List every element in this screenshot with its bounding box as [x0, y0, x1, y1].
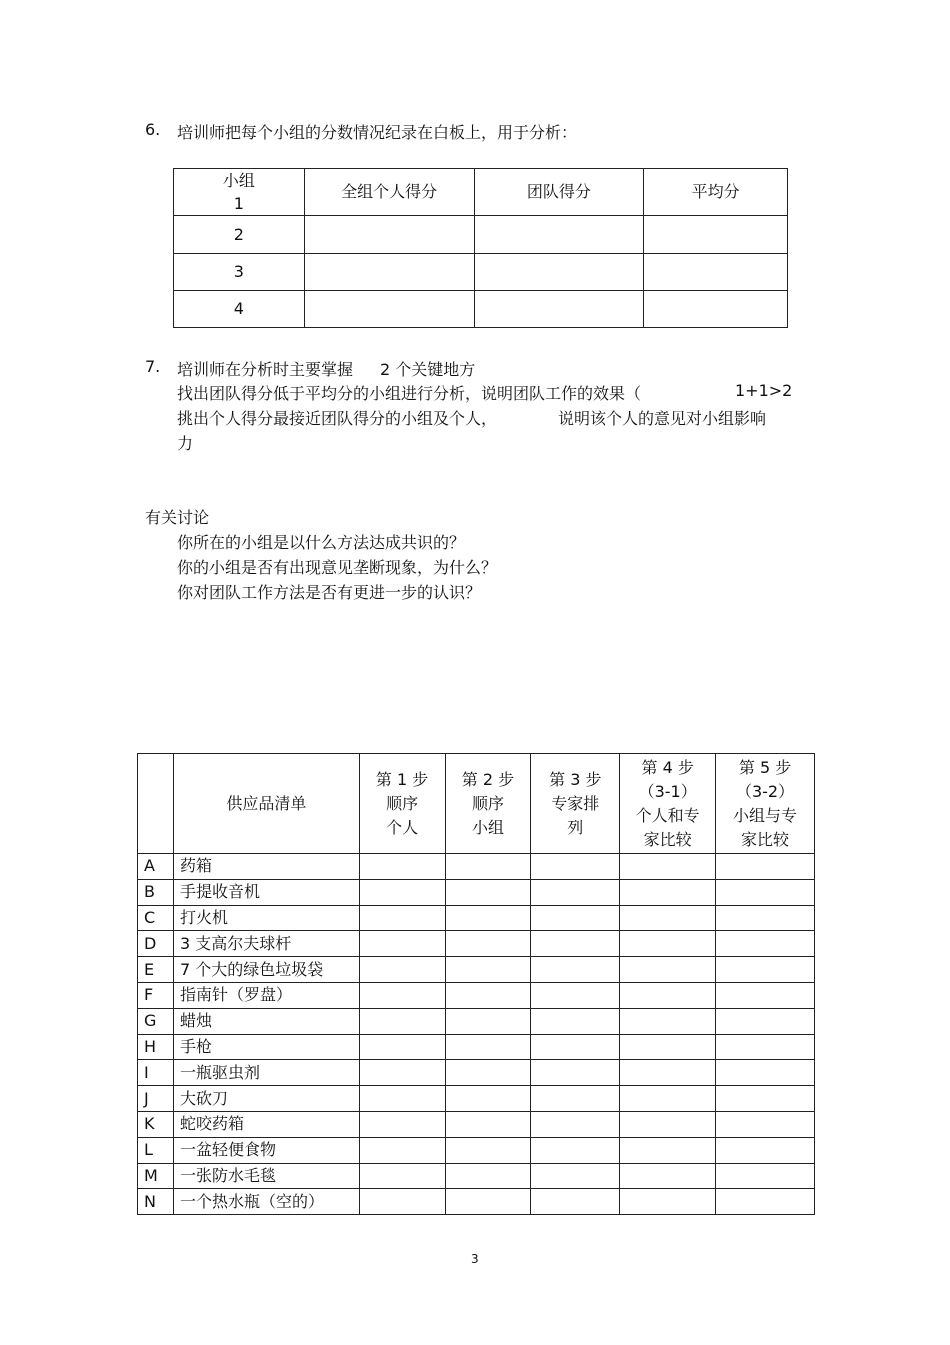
- rank-cell[interactable]: [531, 1189, 620, 1215]
- table-row: [138, 957, 815, 983]
- section-6-number: 6.: [145, 120, 161, 139]
- rank-cell[interactable]: [716, 1034, 815, 1060]
- rank-cell[interactable]: [445, 1008, 531, 1034]
- header-step-4-line: 个人和专: [635, 805, 700, 825]
- row-letter: B: [138, 879, 174, 905]
- score-table-header-row: [174, 169, 788, 216]
- row-item: 一张防水毛毯: [173, 1163, 359, 1189]
- header-step-4-line: 家比较: [643, 829, 692, 849]
- rank-cell[interactable]: [359, 931, 445, 957]
- header-step-3: [531, 754, 620, 854]
- table-row: [138, 1008, 815, 1034]
- table-row: [138, 879, 815, 905]
- header-step-5-line: 第 5 步: [738, 757, 792, 777]
- rank-cell[interactable]: [359, 957, 445, 983]
- rank-cell[interactable]: [359, 905, 445, 931]
- row-letter: L: [138, 1137, 174, 1163]
- rank-cell[interactable]: [531, 957, 620, 983]
- row-letter: H: [138, 1034, 174, 1060]
- rank-cell[interactable]: [620, 1008, 716, 1034]
- score-cell[interactable]: [644, 216, 788, 254]
- rank-cell[interactable]: [531, 1163, 620, 1189]
- row-item: 大砍刀: [173, 1086, 359, 1112]
- rank-cell[interactable]: [620, 1034, 716, 1060]
- rank-cell[interactable]: [716, 1086, 815, 1112]
- table-row: [174, 291, 788, 328]
- table-row: [138, 1060, 815, 1086]
- score-cell[interactable]: [474, 254, 644, 291]
- rank-cell[interactable]: [620, 1111, 716, 1137]
- row-item: 一盆轻便食物: [173, 1137, 359, 1163]
- header-step-2-line: 顺序: [471, 793, 504, 813]
- section-6-text: 培训师把每个小组的分数情况纪录在白板上，用于分析：: [177, 123, 578, 142]
- row-item: 一个热水瓶（空的）: [173, 1189, 359, 1215]
- section-7-line2: 找出团队得分低于平均分的小组进行分析，说明团队工作的效果（: [177, 384, 642, 403]
- row-letter: J: [138, 1086, 174, 1112]
- rank-cell[interactable]: [716, 1008, 815, 1034]
- header-step-2-line: 小组: [471, 817, 504, 837]
- supply-table-body: [138, 854, 815, 1215]
- row-letter: F: [138, 982, 174, 1008]
- score-table-header-team: 团队得分: [474, 169, 644, 216]
- header-step-1: [359, 754, 445, 854]
- rank-cell[interactable]: [445, 879, 531, 905]
- header-group-label: 小组: [222, 171, 255, 190]
- section-7-line1-num: 2 个关键地方: [380, 360, 476, 379]
- table-row: [174, 216, 788, 254]
- rank-cell[interactable]: [716, 1163, 815, 1189]
- rank-cell[interactable]: [531, 879, 620, 905]
- row-letter: D: [138, 931, 174, 957]
- supply-table-header-row: [138, 754, 815, 854]
- header-step-4: [620, 754, 716, 854]
- header-step-3-line: 第 3 步: [549, 769, 602, 789]
- rank-cell[interactable]: [445, 957, 531, 983]
- score-table-header-individual: 全组个人得分: [304, 169, 474, 216]
- rank-cell[interactable]: [445, 854, 531, 880]
- rank-cell[interactable]: [359, 982, 445, 1008]
- rank-cell[interactable]: [531, 982, 620, 1008]
- row-letter: N: [138, 1189, 174, 1215]
- score-cell[interactable]: [304, 291, 474, 328]
- row-item: 药箱: [173, 854, 359, 880]
- header-step-4-line: 第 4 步: [641, 757, 694, 777]
- page-number: 3: [471, 1252, 479, 1266]
- rank-cell[interactable]: [620, 854, 716, 880]
- rank-cell[interactable]: [359, 1034, 445, 1060]
- row-letter: M: [138, 1163, 174, 1189]
- score-table-header-group: [174, 169, 305, 216]
- rank-cell[interactable]: [359, 1137, 445, 1163]
- section-7-line4: 力: [177, 434, 194, 453]
- rank-cell[interactable]: [620, 1163, 716, 1189]
- discussion-title: 有关讨论: [145, 508, 210, 527]
- rank-cell[interactable]: [359, 1086, 445, 1112]
- header-step-4-line: （3-1）: [638, 781, 697, 801]
- header-supply-list: 供应品清单: [173, 754, 359, 854]
- header-step-3-line: 列: [567, 817, 584, 837]
- row-letter: K: [138, 1111, 174, 1137]
- group-1-label: 1: [233, 194, 244, 213]
- rank-cell[interactable]: [531, 1060, 620, 1086]
- row-letter: I: [138, 1060, 174, 1086]
- header-step-1-line: 第 1 步: [375, 769, 429, 789]
- row-item: 蛇咬药箱: [173, 1111, 359, 1137]
- header-step-1-line: 顺序: [386, 793, 419, 813]
- row-item: 一瓶驱虫剂: [173, 1060, 359, 1086]
- header-step-2: [445, 754, 531, 854]
- score-cell[interactable]: [474, 291, 644, 328]
- section-7-line3: 挑出个人得分最接近团队得分的小组及个人，: [177, 409, 498, 428]
- table-row: [138, 1163, 815, 1189]
- table-row: [138, 1086, 815, 1112]
- rank-cell[interactable]: [445, 1111, 531, 1137]
- discussion-q2: 你的小组是否有出现意见垄断现象，为什么？: [177, 558, 498, 577]
- group-label: 2: [174, 216, 305, 254]
- rank-cell[interactable]: [620, 1086, 716, 1112]
- row-item: 手提收音机: [173, 879, 359, 905]
- section-7-line1: 培训师在分析时主要掌握: [177, 360, 354, 379]
- row-item: 3 支高尔夫球杆: [173, 931, 359, 957]
- rank-cell[interactable]: [359, 1060, 445, 1086]
- discussion-q3: 你对团队工作方法是否有更进一步的认识？: [177, 583, 482, 602]
- score-cell[interactable]: [644, 254, 788, 291]
- rank-cell[interactable]: [445, 1060, 531, 1086]
- rank-cell[interactable]: [359, 1163, 445, 1189]
- row-item: 指南针（罗盘）: [173, 982, 359, 1008]
- row-letter: G: [138, 1008, 174, 1034]
- score-cell[interactable]: [474, 216, 644, 254]
- score-cell[interactable]: [304, 216, 474, 254]
- header-blank: [138, 754, 174, 854]
- row-letter: E: [138, 957, 174, 983]
- rank-cell[interactable]: [716, 905, 815, 931]
- discussion-q1: 你所在的小组是以什么方法达成共识的？: [177, 533, 466, 552]
- table-row: [138, 931, 815, 957]
- table-row: [138, 1189, 815, 1215]
- header-step-3-line: 专家排: [551, 793, 600, 813]
- row-letter: C: [138, 905, 174, 931]
- rank-cell[interactable]: [359, 1189, 445, 1215]
- table-row: [174, 254, 788, 291]
- score-cell[interactable]: [304, 254, 474, 291]
- rank-cell[interactable]: [531, 931, 620, 957]
- section-7-line2-end: 1+1>2: [735, 381, 793, 400]
- rank-cell[interactable]: [359, 854, 445, 880]
- rank-cell[interactable]: [445, 1137, 531, 1163]
- rank-cell[interactable]: [445, 1189, 531, 1215]
- rank-cell[interactable]: [716, 1189, 815, 1215]
- rank-cell[interactable]: [620, 905, 716, 931]
- header-step-2-line: 第 2 步: [461, 769, 515, 789]
- section-7-line3-end: 说明该个人的意见对小组影响: [558, 409, 767, 428]
- rank-cell[interactable]: [620, 982, 716, 1008]
- score-table-header-average: 平均分: [644, 169, 788, 216]
- table-row: [138, 1137, 815, 1163]
- group-label: 4: [174, 291, 305, 328]
- table-row: [138, 982, 815, 1008]
- rank-cell[interactable]: [531, 854, 620, 880]
- supply-table: [137, 753, 815, 1215]
- rank-cell[interactable]: [620, 957, 716, 983]
- rank-cell[interactable]: [716, 854, 815, 880]
- score-table: [173, 168, 788, 328]
- table-row: [138, 854, 815, 880]
- rank-cell[interactable]: [620, 1137, 716, 1163]
- rank-cell[interactable]: [716, 982, 815, 1008]
- rank-cell[interactable]: [531, 1034, 620, 1060]
- rank-cell[interactable]: [531, 905, 620, 931]
- header-step-5: [716, 754, 815, 854]
- rank-cell[interactable]: [445, 982, 531, 1008]
- rank-cell[interactable]: [359, 879, 445, 905]
- rank-cell[interactable]: [716, 931, 815, 957]
- table-row: [138, 1034, 815, 1060]
- rank-cell[interactable]: [445, 1163, 531, 1189]
- rank-cell[interactable]: [531, 1008, 620, 1034]
- rank-cell[interactable]: [716, 1137, 815, 1163]
- rank-cell[interactable]: [531, 1111, 620, 1137]
- section-7-number: 7.: [145, 357, 161, 376]
- rank-cell[interactable]: [445, 931, 531, 957]
- row-item: 蜡烛: [173, 1008, 359, 1034]
- rank-cell[interactable]: [716, 879, 815, 905]
- row-item: 7 个大的绿色垃圾袋: [173, 957, 359, 983]
- table-row: [138, 1111, 815, 1137]
- table-row: [138, 905, 815, 931]
- rank-cell[interactable]: [620, 931, 716, 957]
- rank-cell[interactable]: [620, 879, 716, 905]
- rank-cell[interactable]: [359, 1008, 445, 1034]
- header-step-5-line: （3-2）: [735, 781, 795, 801]
- group-label: 3: [174, 254, 305, 291]
- rank-cell[interactable]: [445, 1086, 531, 1112]
- row-letter: A: [138, 854, 174, 880]
- rank-cell[interactable]: [716, 1060, 815, 1086]
- row-item: 手枪: [173, 1034, 359, 1060]
- rank-cell[interactable]: [620, 1189, 716, 1215]
- rank-cell[interactable]: [531, 1086, 620, 1112]
- header-step-5-line: 小组与专: [733, 805, 798, 825]
- score-cell[interactable]: [644, 291, 788, 328]
- rank-cell[interactable]: [359, 1111, 445, 1137]
- header-step-5-line: 家比较: [741, 829, 790, 849]
- rank-cell[interactable]: [620, 1060, 716, 1086]
- row-item: 打火机: [173, 905, 359, 931]
- rank-cell[interactable]: [445, 905, 531, 931]
- rank-cell[interactable]: [531, 1137, 620, 1163]
- header-step-1-line: 个人: [386, 817, 419, 837]
- rank-cell[interactable]: [445, 1034, 531, 1060]
- rank-cell[interactable]: [716, 1111, 815, 1137]
- rank-cell[interactable]: [716, 957, 815, 983]
